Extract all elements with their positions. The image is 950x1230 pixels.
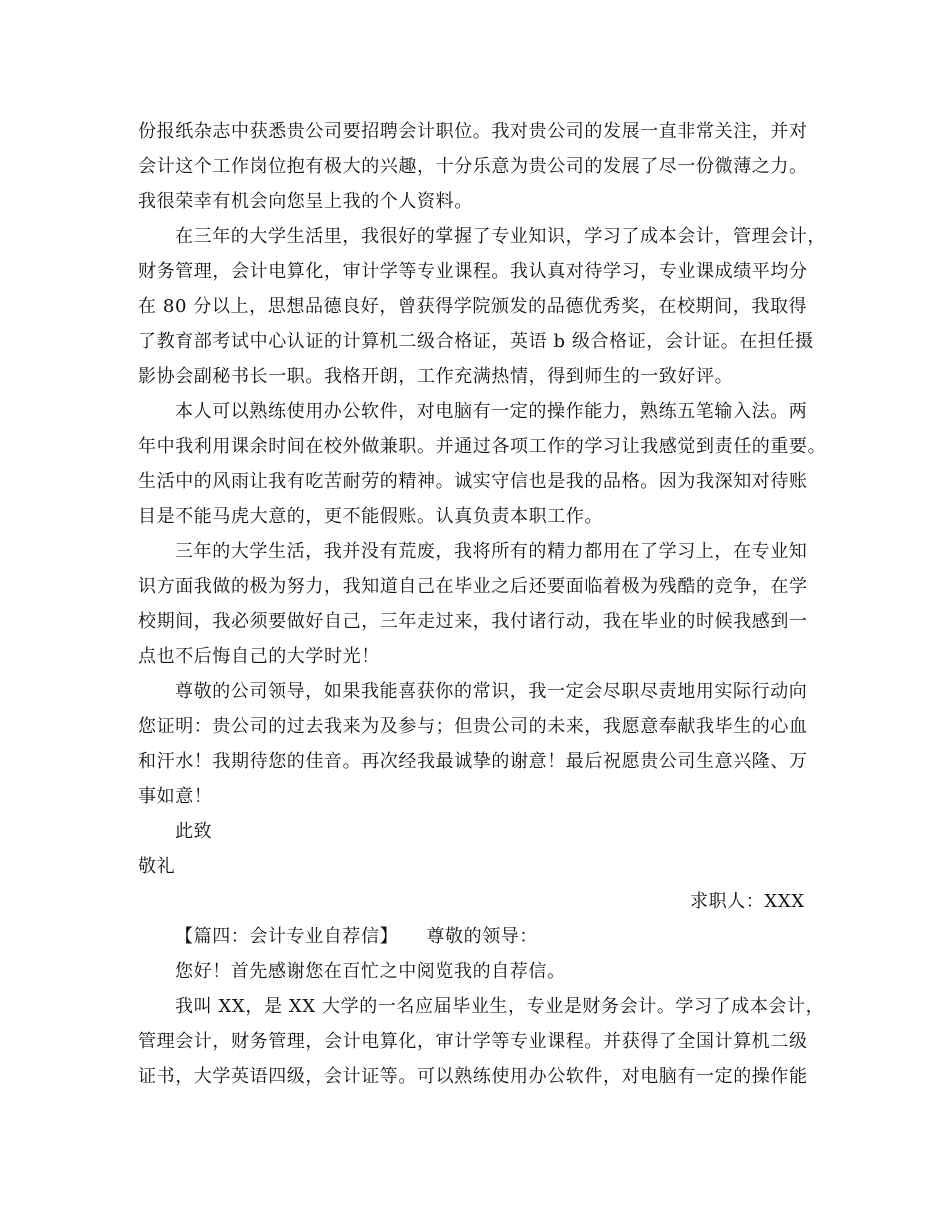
text-line: 和汗水！我期待您的佳音。再次经我最诚挚的谢意！最后祝愿贵公司生意兴隆、万 [138,751,808,772]
text-line: 目是不能马虎大意的，更不能假账。认真负责本职工作。 [138,506,603,527]
text-line: 年中我利用课余时间在校外做兼职。并通过各项工作的学习让我感觉到责任的重要。 [138,436,827,457]
text-line: 您好！首先感谢您在百忙之中阅览我的自荐信。 [175,961,566,982]
text-line: 事如意！ [138,786,213,807]
text-line: 三年的大学生活，我并没有荒废，我将所有的精力都用在了学习上，在专业知 [175,541,808,562]
text-line: 管理会计，财务管理，会计电算化，审计学等专业课程。并获得了全国计算机二级 [138,1031,808,1052]
text-line: 我很荣幸有机会向您呈上我的个人资料。 [138,191,473,212]
text-line: 我叫 XX，是 XX 大学的一名应届毕业生，专业是财务会计。学习了成本会计， [175,996,825,1017]
text-line: 您证明：贵公司的过去我来为及参与；但贵公司的未来，我愿意奉献我毕生的心血 [138,716,808,737]
text-line: 尊敬的公司领导，如果我能喜获你的常识，我一定会尽职尽责地用实际行动向 [175,681,808,702]
text-line: 点也不后悔自己的大学时光！ [138,646,380,667]
text-line: 本人可以熟练使用办公软件，对电脑有一定的操作能力，熟练五笔输入法。两 [175,401,808,422]
text-line: 识方面我做的极为努力，我知道自己在毕业之后还要面临着极为残酷的竞争，在学 [138,576,808,597]
text-line: 校期间，我必须要做好自己，三年走过来，我付诸行动，我在毕业的时候我感到一 [138,611,808,632]
text-line: 会计这个工作岗位抱有极大的兴趣，十分乐意为贵公司的发展了尽一份微薄之力。 [138,156,808,177]
text-line: 在 80 分以上，思想品德良好，曾获得学院颁发的品德优秀奖，在校期间，我取得 [138,296,808,317]
text-line: 了教育部考试中心认证的计算机二级合格证，英语 b 级合格证，会计证。在担任摄 [138,331,814,352]
text-line: 生活中的风雨让我有吃苦耐劳的精神。诚实守信也是我的品格。因为我深知对待账 [138,471,808,492]
text-line: 证书，大学英语四级，会计证等。可以熟练使用办公软件，对电脑有一定的操作能 [138,1066,808,1087]
closing-regards: 敬礼 [138,856,176,877]
section-heading: 【篇四：会计专业自荐信】 尊敬的领导： [175,926,538,947]
signature-line: 求职人：XXX [690,891,805,912]
text-line: 影协会副秘书长一职。我格开朗，工作充满热情，得到师生的一致好评。 [138,366,734,387]
text-line: 份报纸杂志中获悉贵公司要招聘会计职位。我对贵公司的发展一直非常关注，并对 [138,121,808,142]
closing-salutation: 此致 [175,821,213,842]
text-line: 财务管理，会计电算化，审计学等专业课程。我认真对待学习，专业课成绩平均分 [138,261,808,282]
text-line: 在三年的大学生活里，我很好的掌握了专业知识，学习了成本会计，管理会计， [175,226,826,247]
